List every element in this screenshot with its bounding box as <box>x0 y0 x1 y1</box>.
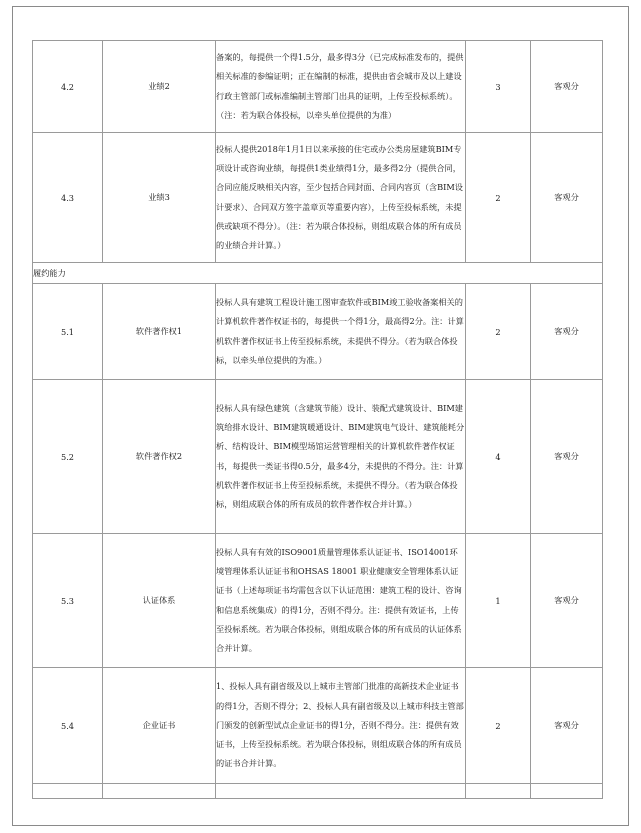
item-description: 备案的，每提供一个得1.5分，最多得3分（已完成标准发布的，提供相关标准的参编证明；正在编制的标准，提供由省会城市及以上建设行政主管部门或标准编制主管部门出具的证明，上传至投标系统）。（注：若为联合体投标，以牵头单位提供的为准） <box>216 41 466 133</box>
item-description: 1、投标人具有副省级及以上城市主管部门批准的高新技术企业证书的得1分，否则不得分；2、投标人具有副省级及以上城市科技主管部门颁发的创新型试点企业证书的得1分，否则不得分。注：提供有效证书，上传至投标系统。若为联合体投标，则组成联合体的所有成员的证书合并计算。 <box>216 668 466 784</box>
item-type: 客观分 <box>531 41 603 133</box>
item-number: 5.1 <box>33 284 103 380</box>
item-description: 投标人具有建筑工程设计施工图审查软件或BIM竣工验收备案相关的计算机软件著作权证书的，每提供一个得1分，最高得2分。注：计算机软件著作权证书上传至投标系统，未提供不得分。（若为联合体投标，以牵头单位提供的为准。） <box>216 284 466 380</box>
section-title: 履约能力 <box>33 263 603 284</box>
item-name: 业绩2 <box>103 41 216 133</box>
item-name: 企业证书 <box>103 668 216 784</box>
table-row <box>33 668 603 784</box>
item-type: 客观分 <box>531 380 603 534</box>
table-row <box>33 534 603 668</box>
item-name: 软件著作权1 <box>103 284 216 380</box>
item-type: 客观分 <box>531 284 603 380</box>
item-type: 客观分 <box>531 133 603 263</box>
item-description: 投标人具有有效的ISO9001质量管理体系认证证书、ISO14001环境管理体系认证证书和OHSAS 18001 职业健康安全管理体系认证证书（上述每项证书均需包含以下认证范围：建筑工程的设计、咨询和信息系统集成）的得1分，否则不得分。注：提供有效证书，上传至投标系统。若为联合体投标，则组成联合体的所有成员的认证体系合并计算。 <box>216 534 466 668</box>
item-points: 1 <box>466 534 531 668</box>
item-name: 软件著作权2 <box>103 380 216 534</box>
item-type: 客观分 <box>531 668 603 784</box>
item-description: 投标人提供2018年1月1日以来承接的住宅或办公类房屋建筑BIM专项设计或咨询业绩，每提供1类业绩得1分，最多得2分（提供合同，合同应能反映相关内容，至少包括合同封面、合同内容页（含BIM设计要求）、合同双方签字盖章页等重要内容），上传至投标系统，未提供或缺项不得分）。（注：若为联合体投标，则组成联合体的所有成员的业绩合并计算。） <box>216 133 466 263</box>
table-row <box>33 380 603 534</box>
item-points: 4 <box>466 380 531 534</box>
item-number: 4.2 <box>33 41 103 133</box>
item-name: 认证体系 <box>103 534 216 668</box>
item-points: 3 <box>466 41 531 133</box>
item-name: 业绩3 <box>103 133 216 263</box>
item-number: 4.3 <box>33 133 103 263</box>
item-number: 5.3 <box>33 534 103 668</box>
table-row <box>33 284 603 380</box>
item-points: 2 <box>466 133 531 263</box>
item-number: 5.2 <box>33 380 103 534</box>
item-type: 客观分 <box>531 534 603 668</box>
table-row <box>33 133 603 263</box>
table-row <box>33 41 603 133</box>
item-points: 2 <box>466 668 531 784</box>
section-row <box>33 263 603 284</box>
item-description: 投标人具有绿色建筑（含建筑节能）设计、装配式建筑设计、BIM建筑给排水设计、BIM建筑暖通设计、BIM建筑电气设计、建筑能耗分析、结构设计、BIM模型场馆运营管理相关的计算机软件著作权证书，每提供一类证书得0.5分，最多4分，未提供的不得分。注：计算机软件著作权证书上传至投标系统，未提供不得分。（若为联合体投标，则组成联合体的所有成员的软件著作权合并计算。） <box>216 380 466 534</box>
item-number: 5.4 <box>33 668 103 784</box>
scoring-table <box>32 40 603 799</box>
item-points: 2 <box>466 284 531 380</box>
table-row-continuation <box>33 784 603 799</box>
